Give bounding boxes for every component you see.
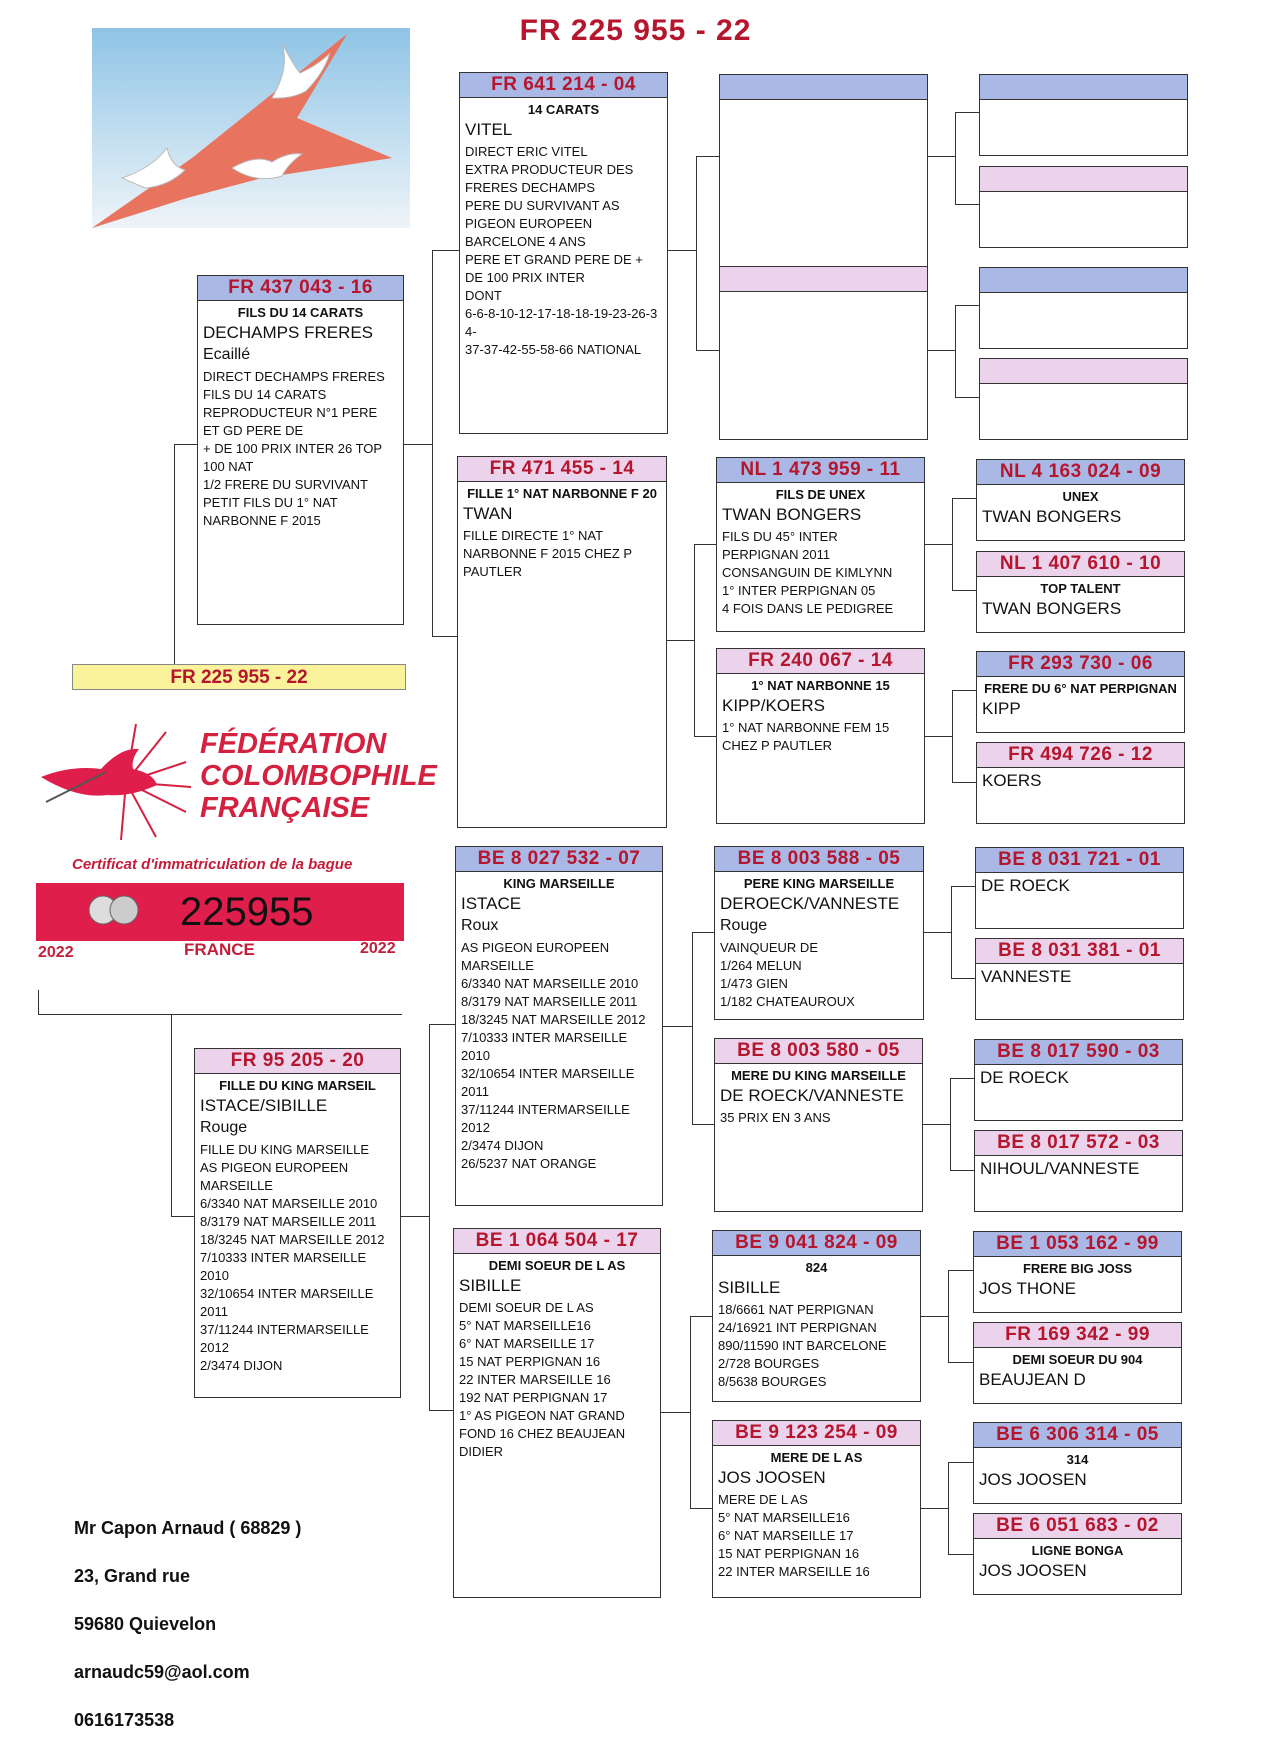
gen3-sd-ring <box>720 267 927 292</box>
gen4-sdss-name: UNEX <box>1062 489 1099 504</box>
connector-line <box>694 544 716 545</box>
gen4-card-dsds <box>974 1039 1183 1121</box>
gen4-ddss-ring: BE 1 053 162 - 99 <box>974 1232 1181 1257</box>
gen3-dss-name: PERE KING MARSEILLE <box>743 876 895 891</box>
connector-line <box>950 1078 974 1079</box>
gen4-card-sdsd <box>976 551 1185 633</box>
connector-line <box>174 444 197 445</box>
gen4-empty-2-ring <box>980 167 1187 192</box>
connector-line <box>950 1078 951 1170</box>
certificate-label: Certificat d'immatriculation de la bague <box>72 856 353 873</box>
gen3-dsd-name: MERE DU KING MARSEILLE <box>731 1068 906 1083</box>
gen3-ddd-notes: MERE DE L AS 5° NAT MARSEILLE16 6° NAT MARSEILLE 17 15 NAT PERPIGNAN 16 22 INTER MARSEILLE 16 <box>718 1492 870 1579</box>
gen4-sddd-ring: FR 494 726 - 12 <box>977 743 1184 768</box>
owner-address <box>74 1492 301 1756</box>
gen3-card-ddd <box>712 1420 921 1598</box>
connector-line <box>694 544 695 736</box>
connector-line <box>690 1316 712 1317</box>
gen4-card-ddsd <box>973 1322 1182 1404</box>
connector-line <box>948 1270 973 1271</box>
dam-name: FILLE DU KING MARSEIL <box>219 1078 376 1093</box>
gen4-sdsd-name: TOP TALENT <box>1040 581 1121 596</box>
gen4-card-sdss <box>976 459 1185 541</box>
connector-line <box>663 1026 692 1027</box>
gen4-card-dddd <box>973 1513 1182 1595</box>
federation-name-line1: FÉDÉRATION <box>200 728 387 760</box>
connector-line <box>948 1270 949 1362</box>
certificate-country: FRANCE <box>184 940 255 959</box>
gen2-ss-ring: FR 641 214 - 04 <box>460 73 667 98</box>
gen2-card-ds <box>455 846 663 1206</box>
dam-card <box>194 1048 401 1398</box>
certificate-year-right: 2022 <box>360 940 396 957</box>
connector-line <box>661 1412 690 1413</box>
sire-notes: DIRECT DECHAMPS FRERES FILS DU 14 CARATS REPRODUCTEUR N°1 PERE ET GD PERE DE + DE 100 PRIX INTER 26 TOP 100 NAT 1/2 FRERE DU SURVIVANT PETIT FILS DU 1° NAT NARBONNE F 2015 <box>203 369 385 528</box>
connector-line <box>171 1014 172 1216</box>
gen3-dsd-notes: 35 PRIX EN 3 ANS <box>720 1110 831 1125</box>
federation-dove-logo <box>36 722 196 842</box>
connector-line <box>952 498 976 499</box>
connector-line <box>429 1410 453 1411</box>
gen4-ddss-name: FRERE BIG JOSS <box>1022 1261 1133 1276</box>
gen4-sdds-ring: FR 293 730 - 06 <box>977 652 1184 677</box>
connector-line <box>38 1014 402 1015</box>
ring-badge-icon <box>86 892 142 928</box>
connector-line <box>955 112 956 204</box>
connector-line <box>921 1316 948 1317</box>
gen3-ddd-ring: BE 9 123 254 - 09 <box>713 1421 920 1446</box>
gen4-dsss-ring: BE 8 031 721 - 01 <box>976 848 1183 873</box>
gen4-sdsd-ring: NL 1 407 610 - 10 <box>977 552 1184 577</box>
connector-line <box>955 204 979 205</box>
gen4-dsss-breeder: DE ROECK <box>981 876 1070 895</box>
dam-ring: FR 95 205 - 20 <box>195 1049 400 1074</box>
gen4-sdsd-breeder: TWAN BONGERS <box>982 599 1122 618</box>
gen4-ddss-breeder: JOS THONE <box>979 1279 1076 1298</box>
federation-name <box>200 728 437 824</box>
gen4-dsds-ring: BE 8 017 590 - 03 <box>975 1040 1182 1065</box>
gen2-sd-ring: FR 471 455 - 14 <box>458 457 666 482</box>
connector-line <box>429 1024 455 1025</box>
connector-line <box>404 444 432 445</box>
dove-star-artwork <box>92 28 412 233</box>
connector-line <box>948 1462 949 1554</box>
gen4-dssd-breeder: VANNESTE <box>981 967 1072 986</box>
gen3-sds-ring: NL 1 473 959 - 11 <box>717 458 924 483</box>
connector-line <box>925 544 952 545</box>
connector-line <box>174 444 175 664</box>
gen3-dds-notes: 18/6661 NAT PERPIGNAN 24/16921 INT PERPIGNAN 890/11590 INT BARCELONE 2/728 BOURGES 8/5638 BOURGES <box>718 1302 887 1389</box>
dam-notes: FILLE DU KING MARSEILLE AS PIGEON EUROPEEN MARSEILLE 6/3340 NAT MARSEILLE 2010 8/3179 NAT MARSEILLE 2011 18/3245 NAT MARSEILLE 2012 7/10333 INTER MARSEILLE 2010 32/10654 INTER MARSEILLE 2011 37/11244 INTERMARSEILLE 2012 2/3474 DIJON <box>200 1142 385 1373</box>
gen3-card-sdd <box>716 648 925 824</box>
connector-line <box>171 1216 194 1217</box>
gen4-empty-4-ring <box>980 359 1187 384</box>
gen4-dsdd-ring: BE 8 017 572 - 03 <box>975 1131 1182 1156</box>
gen4-dsdd-breeder: NIHOUL/VANNESTE <box>980 1159 1140 1178</box>
connector-line <box>692 932 714 933</box>
connector-line <box>696 350 719 351</box>
gen4-card-dsss <box>975 847 1184 929</box>
gen3-sds-notes: FILS DU 45° INTER PERPIGNAN 2011 CONSANGUIN DE KIMLYNN 1° INTER PERPIGNAN 05 4 FOIS DANS LE PEDIGREE <box>722 529 894 616</box>
connector-line <box>951 978 975 979</box>
connector-line <box>692 932 693 1124</box>
owner-email: arnaudc59@aol.com <box>74 1662 250 1682</box>
gen3-sdd-ring: FR 240 067 - 14 <box>717 649 924 674</box>
connector-line <box>952 782 976 783</box>
connector-line <box>950 1170 974 1171</box>
gen4-card-sdds <box>976 651 1185 733</box>
gen4-ddds-name: 314 <box>1066 1452 1089 1467</box>
gen4-card-empty-3 <box>979 267 1188 349</box>
certificate-year-left: 2022 <box>38 944 74 961</box>
gen4-sdds-breeder: KIPP <box>982 699 1021 718</box>
connector-line <box>667 640 694 641</box>
gen3-sdd-notes: 1° NAT NARBONNE FEM 15 CHEZ P PAUTLER <box>722 720 890 753</box>
gen2-ds-ring: BE 8 027 532 - 07 <box>456 847 662 872</box>
connector-line <box>948 1362 973 1363</box>
gen2-ss-breeder: VITEL <box>465 120 513 139</box>
connector-line <box>952 690 976 691</box>
connector-line <box>668 250 696 251</box>
federation-name-line3: FRANÇAISE <box>200 792 370 824</box>
gen4-dddd-ring: BE 6 051 683 - 02 <box>974 1514 1181 1539</box>
gen4-card-empty-4 <box>979 358 1188 440</box>
gen4-empty-3-ring <box>980 268 1187 293</box>
gen2-dd-breeder: SIBILLE <box>459 1276 522 1295</box>
gen4-card-empty-2 <box>979 166 1188 248</box>
connector-line <box>928 350 955 351</box>
connector-line <box>952 590 976 591</box>
gen2-ds-notes: AS PIGEON EUROPEEN MARSEILLE 6/3340 NAT MARSEILLE 2010 8/3179 NAT MARSEILLE 2011 18/3245 NAT MARSEILLE 2012 7/10333 INTER MARSEILLE 2010 32/10654 INTER MARSEILLE 2011 37/11244 INTERMARSEILLE 2012 2/3474 DIJON 26/5237 NAT ORANGE <box>461 940 646 1171</box>
subject-ring: FR 225 955 - 22 <box>72 664 406 690</box>
gen2-dd-notes: DEMI SOEUR DE L AS 5° NAT MARSEILLE16 6° NAT MARSEILLE 17 15 NAT PERPIGNAN 16 22 INTER MARSEILLE 16 192 NAT PERPIGNAN 17 1° AS PIGEON NAT GRAND FOND 16 CHEZ BEAUJEAN DIDIER <box>459 1300 626 1459</box>
connector-line <box>951 886 952 978</box>
connector-line <box>951 886 975 887</box>
gen4-card-dssd <box>975 938 1184 1020</box>
gen3-card-dsd <box>714 1038 923 1212</box>
gen4-ddds-ring: BE 6 306 314 - 05 <box>974 1423 1181 1448</box>
gen3-sds-breeder: TWAN BONGERS <box>722 505 862 524</box>
gen2-dd-name: DEMI SOEUR DE L AS <box>488 1258 626 1273</box>
owner-city: 59680 Quievelon <box>74 1614 217 1634</box>
connector-line <box>955 112 979 113</box>
gen3-dss-breeder: DEROECK/VANNESTE <box>720 894 900 913</box>
gen3-dss-ring: BE 8 003 588 - 05 <box>715 847 923 872</box>
connector-line <box>924 932 951 933</box>
connector-line <box>955 305 956 397</box>
gen4-card-dsdd <box>974 1130 1183 1212</box>
gen3-card-sd-empty <box>719 266 928 440</box>
gen2-sd-name: FILLE 1° NAT NARBONNE F 20 <box>467 486 657 501</box>
gen4-empty-1-ring <box>980 75 1187 100</box>
connector-line <box>429 1024 430 1410</box>
gen3-card-sds <box>716 457 925 632</box>
connector-line <box>948 1462 973 1463</box>
gen2-card-sd <box>457 456 667 828</box>
gen2-ds-color: Roux <box>461 917 499 934</box>
gen4-ddsd-ring: FR 169 342 - 99 <box>974 1323 1181 1348</box>
connector-line <box>925 736 952 737</box>
gen4-dsds-breeder: DE ROECK <box>980 1068 1069 1087</box>
connector-line <box>432 636 457 637</box>
gen3-dsd-ring: BE 8 003 580 - 05 <box>715 1039 922 1064</box>
gen2-card-dd <box>453 1228 661 1598</box>
gen3-ddd-name: MERE DE L AS <box>770 1450 863 1465</box>
federation-name-line2: COLOMBOPHILE <box>200 760 437 792</box>
dam-breeder: ISTACE/SIBILLE <box>200 1096 328 1115</box>
connector-line <box>432 250 459 251</box>
gen3-sdd-name: 1° NAT NARBONNE 15 <box>751 678 890 693</box>
gen2-card-ss <box>459 72 668 434</box>
connector-line <box>923 1124 950 1125</box>
connector-line <box>955 397 979 398</box>
connector-line <box>696 156 719 157</box>
sire-name: FILS DU 14 CARATS <box>237 305 364 320</box>
gen3-ss-ring <box>720 75 927 100</box>
gen2-ds-breeder: ISTACE <box>461 894 522 913</box>
gen3-sdd-breeder: KIPP/KOERS <box>722 696 825 715</box>
gen3-dss-notes: VAINQUEUR DE 1/264 MELUN 1/473 GIEN 1/182 CHATEAUROUX <box>720 940 855 1009</box>
gen4-card-empty-1 <box>979 74 1188 156</box>
gen4-card-ddds <box>973 1422 1182 1504</box>
gen4-ddsd-breeder: BEAUJEAN D <box>979 1370 1086 1389</box>
connector-line <box>690 1508 712 1509</box>
connector-line <box>952 690 953 782</box>
pedigree-title: FR 225 955 - 22 <box>519 14 752 47</box>
gen4-sdss-breeder: TWAN BONGERS <box>982 507 1122 526</box>
gen3-sds-name: FILS DE UNEX <box>775 487 866 502</box>
dam-color: Rouge <box>200 1119 248 1136</box>
gen2-ds-name: KING MARSEILLE <box>503 876 615 891</box>
sire-ring: FR 437 043 - 16 <box>198 276 403 301</box>
gen4-ddsd-name: DEMI SOEUR DU 904 <box>1012 1352 1143 1367</box>
gen2-ss-notes: DIRECT ERIC VITEL EXTRA PRODUCTEUR DES FRERES DECHAMPS PERE DU SURVIVANT AS PIGEON EUROPEEN BARCELONE 4 ANS PERE ET GRAND PERE DE + DE 100 PRIX INTER DONT 6-6-8-10-12-17-18-18-19-23-26-3 4- 37-37-42-55-58-66 NATIONAL <box>465 144 658 357</box>
gen2-dd-ring: BE 1 064 504 - 17 <box>454 1229 660 1254</box>
gen3-card-dds <box>712 1230 921 1402</box>
gen4-ddds-breeder: JOS JOOSEN <box>979 1470 1087 1489</box>
gen3-dds-name: 824 <box>805 1260 828 1275</box>
gen3-dss-color: Rouge <box>720 917 768 934</box>
sire-card <box>197 275 404 625</box>
connector-line <box>952 498 953 590</box>
gen3-dds-ring: BE 9 041 824 - 09 <box>713 1231 920 1256</box>
gen3-dds-breeder: SIBILLE <box>718 1278 781 1297</box>
connector-line <box>690 1316 691 1508</box>
connector-line <box>921 1508 948 1509</box>
connector-line <box>38 990 39 1014</box>
gen4-sdds-name: FRERE DU 6° NAT PERPIGNAN <box>984 681 1177 696</box>
gen2-sd-notes: FILLE DIRECTE 1° NAT NARBONNE F 2015 CHEZ P PAUTLER <box>463 528 633 579</box>
gen4-sddd-breeder: KOERS <box>982 771 1042 790</box>
gen4-dddd-name: LIGNE BONGA <box>1031 1543 1124 1558</box>
connector-line <box>694 736 716 737</box>
gen4-dssd-ring: BE 8 031 381 - 01 <box>976 939 1183 964</box>
connector-line <box>928 156 955 157</box>
connector-line <box>696 156 697 350</box>
gen3-card-dss <box>714 846 924 1020</box>
connector-line <box>955 305 979 306</box>
gen4-dddd-breeder: JOS JOOSEN <box>979 1561 1087 1580</box>
owner-name: Mr Capon Arnaud ( 68829 ) <box>74 1518 302 1538</box>
sire-breeder: DECHAMPS FRERES <box>203 323 374 342</box>
connector-line <box>692 1124 714 1125</box>
sire-color: Ecaillé <box>203 346 251 363</box>
owner-phone: 0616173538 <box>74 1710 175 1730</box>
connector-line <box>432 250 433 636</box>
gen3-ddd-breeder: JOS JOOSEN <box>718 1468 826 1487</box>
gen4-sdss-ring: NL 4 163 024 - 09 <box>977 460 1184 485</box>
gen4-card-sddd <box>976 742 1185 824</box>
owner-street: 23, Grand rue <box>74 1566 191 1586</box>
certificate-ring-number: 225955 <box>180 890 314 934</box>
gen3-dsd-breeder: DE ROECK/VANNESTE <box>720 1086 904 1105</box>
gen4-card-ddss <box>973 1231 1182 1313</box>
gen2-sd-breeder: TWAN <box>463 504 513 523</box>
connector-line <box>948 1554 973 1555</box>
connector-line <box>401 1216 429 1217</box>
gen2-ss-name: 14 CARATS <box>527 102 600 117</box>
